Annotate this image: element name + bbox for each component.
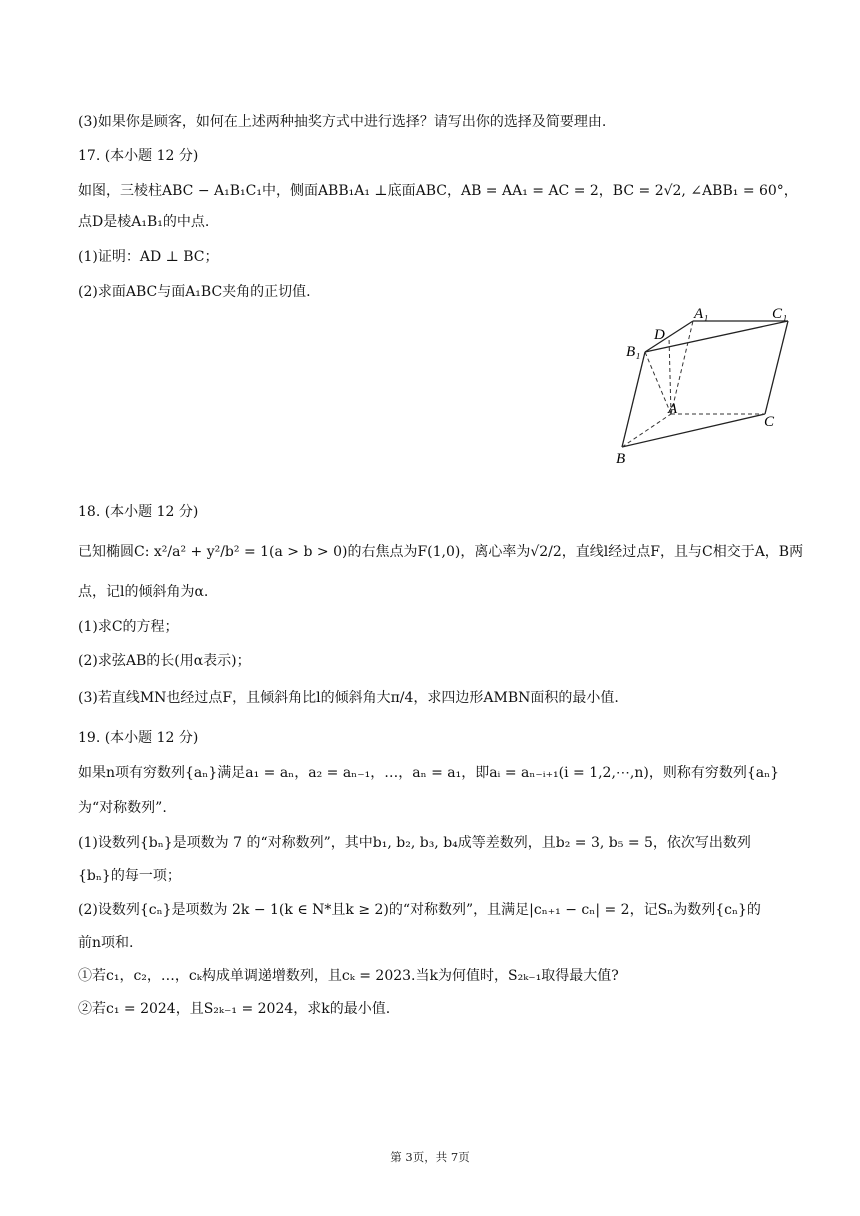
q17-part2: (2)求面ABC与面A₁BC夹角的正切值. (78, 284, 311, 300)
q18-part1: (1)求C的方程； (78, 619, 179, 635)
q19-part2-line2: 前n项和. (78, 935, 134, 951)
q18-stem-line1: 已知椭圆C: x²/a² + y²/b² = 1(a > b > 0)的右焦点为F(1,0)，离心率为√2/2，直线l经过点F，且与C相交于A，B两 (78, 544, 804, 560)
label-B: B (616, 451, 626, 467)
label-A1: A₁ (694, 306, 709, 322)
q18-part2: (2)求弦AB的长(用α表示)； (78, 653, 251, 669)
q17-header: 17. (本小题 12 分) (78, 148, 199, 164)
q19-sub2: ②若c₁ = 2024，且S₂ₖ₋₁ = 2024，求k的最小值. (78, 1001, 391, 1017)
q17-part1: (1)证明：AD ⊥ BC； (78, 249, 219, 265)
prism-figure (610, 305, 800, 470)
q19-stem-line1: 如果n项有穷数列{aₙ}满足a₁ = aₙ，a₂ = aₙ₋₁，…，aₙ = a₁，即aᵢ = aₙ₋ᵢ₊₁(i = 1,2,⋯,n)，则称有穷数列{aₙ} (78, 765, 780, 781)
q19-header: 19. (本小题 12 分) (78, 730, 199, 746)
edge-C-C1 (765, 321, 788, 414)
edge-B-C (622, 414, 765, 447)
q19-part2-line1: (2)设数列{cₙ}是项数为 2k − 1(k ∈ N*且k ≥ 2)的“对称数列”，且满足|cₙ₊₁ − cₙ| = 2，记Sₙ为数列{cₙ}的 (78, 902, 761, 918)
label-C: C (764, 414, 775, 430)
q19-stem-line2: 为“对称数列”. (78, 800, 167, 816)
edge-B1-C1 (645, 321, 788, 352)
q16-part3: (3)如果你是顾客，如何在上述两种抽奖方式中进行选择？请写出你的选择及简要理由. (78, 114, 607, 130)
label-A: A (668, 401, 678, 417)
page-footer: 第 3页，共 7页 (390, 1150, 470, 1164)
q18-part3: (3)若直线MN也经过点F，且倾斜角比l的倾斜角大π/4，求四边形AMBN面积的最小值. (78, 690, 619, 706)
edge-B-B1 (622, 352, 645, 447)
q17-stem-line1: 如图，三棱柱ABC − A₁B₁C₁中，侧面ABB₁A₁ ⊥底面ABC，AB = AA₁ = AC = 2，BC = 2√2, ∠ABB₁ = 60°， (78, 183, 798, 199)
q18-stem-line2: 点，记l的倾斜角为α. (78, 584, 209, 600)
q19-part1-line1: (1)设数列{bₙ}是项数为 7 的“对称数列”，其中b₁, b₂, b₃, b₄成等差数列，且b₂ = 3, b₅ = 5，依次写出数列 (78, 835, 751, 851)
q17-stem-line2: 点D是棱A₁B₁的中点. (78, 214, 210, 230)
q19-part1-line2: {bₙ}的每一项； (78, 868, 181, 884)
label-B1: B₁ (626, 344, 641, 360)
label-C1: C₁ (772, 306, 788, 322)
q18-header: 18. (本小题 12 分) (78, 504, 199, 520)
label-D: D (654, 327, 665, 343)
q19-sub1: ①若c₁，c₂，…，cₖ构成单调递增数列，且cₖ = 2023.当k为何值时，S₂ₖ₋₁取得最大值? (78, 968, 619, 984)
